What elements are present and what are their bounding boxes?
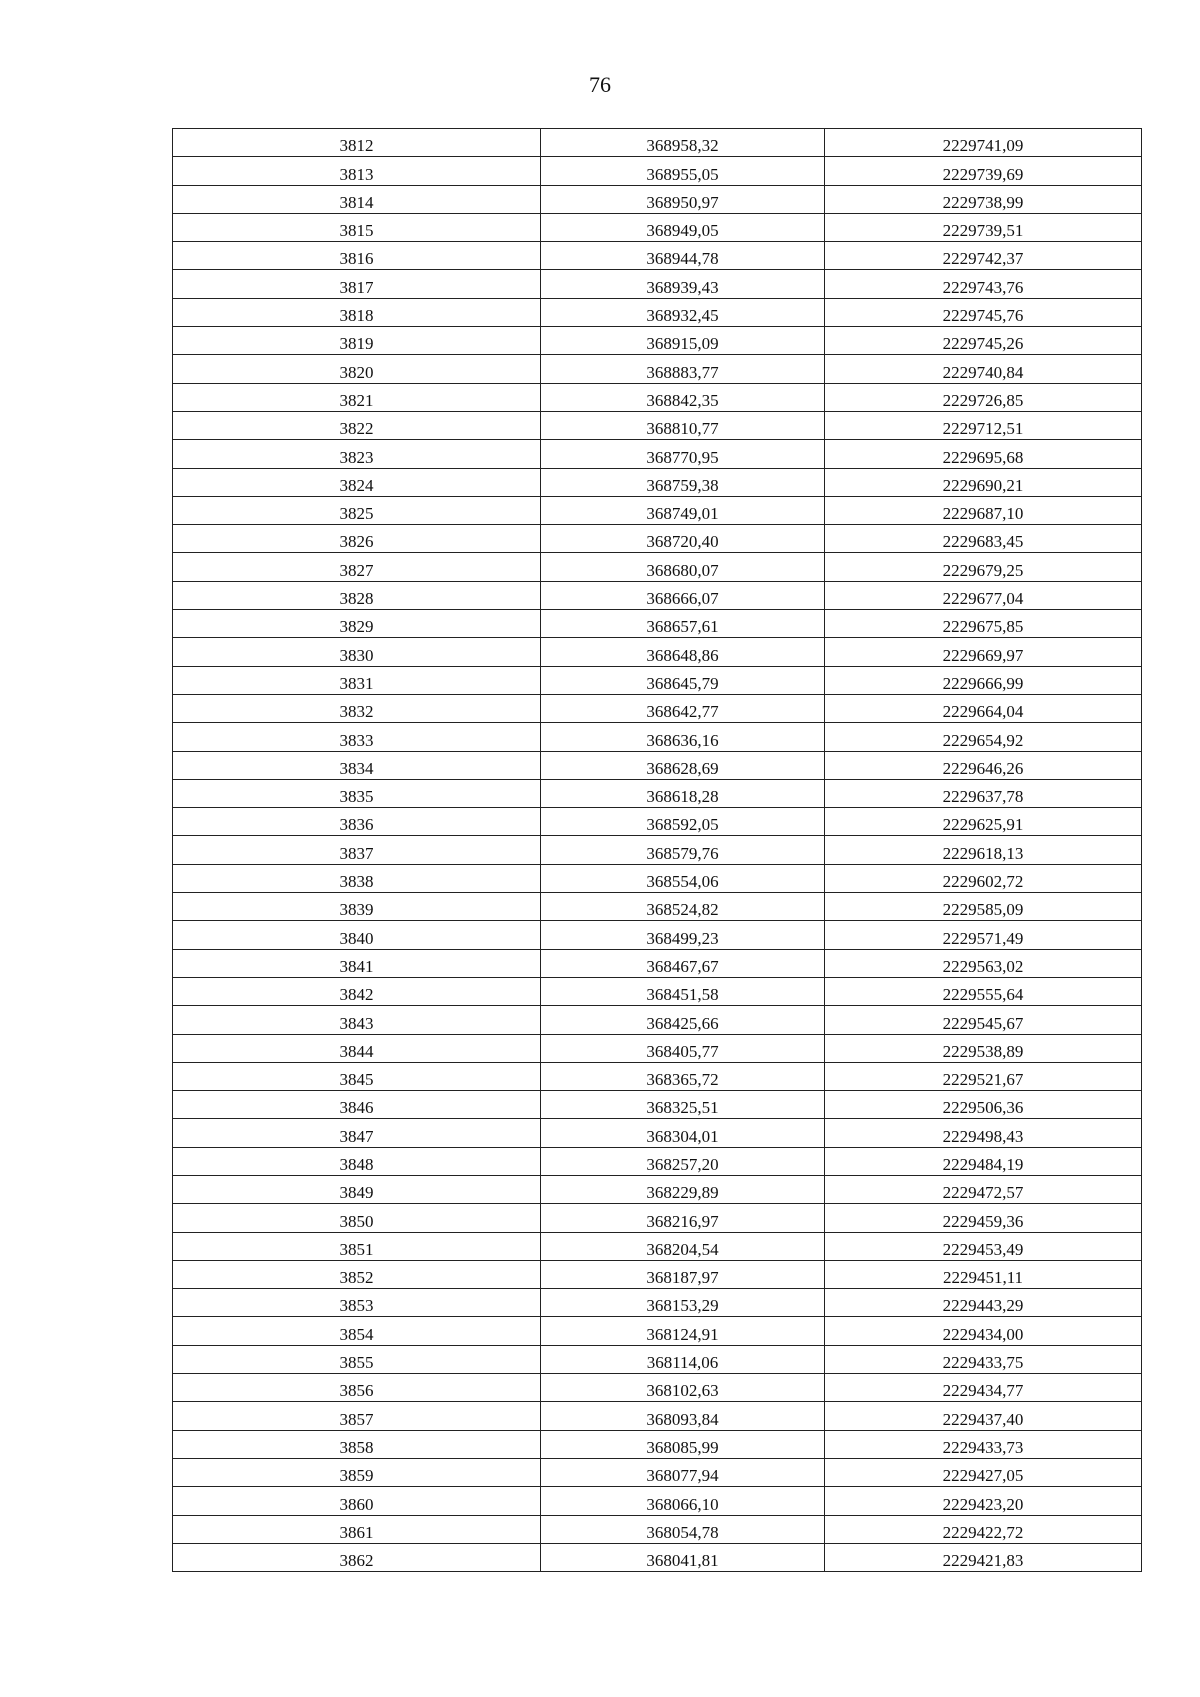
point-number-cell: 3838 [173,864,541,892]
y-coordinate-cell: 2229451,11 [825,1260,1142,1288]
y-coordinate-cell: 2229602,72 [825,864,1142,892]
x-coordinate-cell: 368093,84 [541,1402,825,1430]
y-coordinate-cell: 2229738,99 [825,185,1142,213]
y-coordinate-cell: 2229434,77 [825,1374,1142,1402]
x-coordinate-cell: 368425,66 [541,1006,825,1034]
point-number-cell: 3853 [173,1289,541,1317]
table-row [173,525,1142,553]
table-row [173,638,1142,666]
x-coordinate-cell: 368657,61 [541,610,825,638]
x-coordinate-cell: 368041,81 [541,1543,825,1571]
point-number-cell: 3836 [173,808,541,836]
point-number-cell: 3845 [173,1062,541,1090]
x-coordinate-cell: 368618,28 [541,779,825,807]
y-coordinate-cell: 2229571,49 [825,921,1142,949]
point-number-cell: 3850 [173,1204,541,1232]
point-number-cell: 3860 [173,1487,541,1515]
x-coordinate-cell: 368114,06 [541,1345,825,1373]
table-row [173,1175,1142,1203]
point-number-cell: 3813 [173,157,541,185]
table-row [173,1430,1142,1458]
point-number-cell: 3819 [173,327,541,355]
point-number-cell: 3821 [173,383,541,411]
point-number-cell: 3851 [173,1232,541,1260]
point-number-cell: 3849 [173,1175,541,1203]
table-row [173,411,1142,439]
y-coordinate-cell: 2229563,02 [825,949,1142,977]
x-coordinate-cell: 368499,23 [541,921,825,949]
point-number-cell: 3846 [173,1091,541,1119]
point-number-cell: 3856 [173,1374,541,1402]
table-row [173,157,1142,185]
point-number-cell: 3844 [173,1034,541,1062]
y-coordinate-cell: 2229743,76 [825,270,1142,298]
point-number-cell: 3827 [173,553,541,581]
table-row [173,327,1142,355]
table-row [173,270,1142,298]
table-row [173,666,1142,694]
y-coordinate-cell: 2229712,51 [825,411,1142,439]
point-number-cell: 3817 [173,270,541,298]
table-row [173,440,1142,468]
x-coordinate-cell: 368467,67 [541,949,825,977]
table-row [173,1091,1142,1119]
y-coordinate-cell: 2229498,43 [825,1119,1142,1147]
y-coordinate-cell: 2229422,72 [825,1515,1142,1543]
table-row [173,1289,1142,1317]
x-coordinate-cell: 368257,20 [541,1147,825,1175]
point-number-cell: 3824 [173,468,541,496]
table-row [173,977,1142,1005]
x-coordinate-cell: 368187,97 [541,1260,825,1288]
point-number-cell: 3833 [173,723,541,751]
table-row [173,1119,1142,1147]
y-coordinate-cell: 2229521,67 [825,1062,1142,1090]
y-coordinate-cell: 2229675,85 [825,610,1142,638]
x-coordinate-cell: 368842,35 [541,383,825,411]
y-coordinate-cell: 2229472,57 [825,1175,1142,1203]
table-row [173,242,1142,270]
x-coordinate-cell: 368749,01 [541,496,825,524]
point-number-cell: 3828 [173,581,541,609]
y-coordinate-cell: 2229433,73 [825,1430,1142,1458]
y-coordinate-cell: 2229434,00 [825,1317,1142,1345]
table-row [173,553,1142,581]
y-coordinate-cell: 2229437,40 [825,1402,1142,1430]
y-coordinate-cell: 2229664,04 [825,694,1142,722]
x-coordinate-cell: 368939,43 [541,270,825,298]
point-number-cell: 3829 [173,610,541,638]
table-row [173,383,1142,411]
point-number-cell: 3857 [173,1402,541,1430]
table-row [173,723,1142,751]
table-row [173,355,1142,383]
x-coordinate-cell: 368054,78 [541,1515,825,1543]
point-number-cell: 3855 [173,1345,541,1373]
point-number-cell: 3818 [173,298,541,326]
table-row [173,1062,1142,1090]
point-number-cell: 3835 [173,779,541,807]
point-number-cell: 3848 [173,1147,541,1175]
y-coordinate-cell: 2229453,49 [825,1232,1142,1260]
point-number-cell: 3837 [173,836,541,864]
y-coordinate-cell: 2229484,19 [825,1147,1142,1175]
x-coordinate-cell: 368451,58 [541,977,825,1005]
table-row [173,808,1142,836]
x-coordinate-cell: 368932,45 [541,298,825,326]
coordinates-table-body [173,129,1142,1572]
x-coordinate-cell: 368325,51 [541,1091,825,1119]
y-coordinate-cell: 2229654,92 [825,723,1142,751]
point-number-cell: 3812 [173,129,541,157]
y-coordinate-cell: 2229666,99 [825,666,1142,694]
table-row [173,1345,1142,1373]
point-number-cell: 3859 [173,1458,541,1486]
point-number-cell: 3862 [173,1543,541,1571]
y-coordinate-cell: 2229646,26 [825,751,1142,779]
table-row [173,1402,1142,1430]
table-row [173,1006,1142,1034]
point-number-cell: 3825 [173,496,541,524]
table-row [173,779,1142,807]
x-coordinate-cell: 368915,09 [541,327,825,355]
y-coordinate-cell: 2229433,75 [825,1345,1142,1373]
y-coordinate-cell: 2229726,85 [825,383,1142,411]
point-number-cell: 3843 [173,1006,541,1034]
y-coordinate-cell: 2229745,76 [825,298,1142,326]
table-row [173,893,1142,921]
y-coordinate-cell: 2229745,26 [825,327,1142,355]
y-coordinate-cell: 2229618,13 [825,836,1142,864]
point-number-cell: 3852 [173,1260,541,1288]
y-coordinate-cell: 2229679,25 [825,553,1142,581]
y-coordinate-cell: 2229677,04 [825,581,1142,609]
y-coordinate-cell: 2229695,68 [825,440,1142,468]
y-coordinate-cell: 2229423,20 [825,1487,1142,1515]
table-row [173,298,1142,326]
table-row [173,1260,1142,1288]
y-coordinate-cell: 2229739,51 [825,213,1142,241]
table-row [173,1543,1142,1571]
y-coordinate-cell: 2229459,36 [825,1204,1142,1232]
table-row [173,610,1142,638]
point-number-cell: 3840 [173,921,541,949]
table-row [173,129,1142,157]
y-coordinate-cell: 2229585,09 [825,893,1142,921]
point-number-cell: 3842 [173,977,541,1005]
y-coordinate-cell: 2229545,67 [825,1006,1142,1034]
table-row [173,1317,1142,1345]
y-coordinate-cell: 2229443,29 [825,1289,1142,1317]
point-number-cell: 3815 [173,213,541,241]
point-number-cell: 3831 [173,666,541,694]
point-number-cell: 3861 [173,1515,541,1543]
point-number-cell: 3823 [173,440,541,468]
table-row [173,751,1142,779]
x-coordinate-cell: 368666,07 [541,581,825,609]
y-coordinate-cell: 2229637,78 [825,779,1142,807]
x-coordinate-cell: 368949,05 [541,213,825,241]
table-row [173,1204,1142,1232]
point-number-cell: 3822 [173,411,541,439]
y-coordinate-cell: 2229506,36 [825,1091,1142,1119]
point-number-cell: 3832 [173,694,541,722]
x-coordinate-cell: 368810,77 [541,411,825,439]
x-coordinate-cell: 368405,77 [541,1034,825,1062]
x-coordinate-cell: 368770,95 [541,440,825,468]
table-row [173,836,1142,864]
y-coordinate-cell: 2229421,83 [825,1543,1142,1571]
x-coordinate-cell: 368642,77 [541,694,825,722]
x-coordinate-cell: 368579,76 [541,836,825,864]
point-number-cell: 3826 [173,525,541,553]
x-coordinate-cell: 368950,97 [541,185,825,213]
x-coordinate-cell: 368958,32 [541,129,825,157]
x-coordinate-cell: 368216,97 [541,1204,825,1232]
table-row [173,185,1142,213]
table-row [173,1487,1142,1515]
point-number-cell: 3816 [173,242,541,270]
table-row [173,496,1142,524]
y-coordinate-cell: 2229427,05 [825,1458,1142,1486]
x-coordinate-cell: 368944,78 [541,242,825,270]
point-number-cell: 3834 [173,751,541,779]
table-row [173,1458,1142,1486]
table-row [173,864,1142,892]
point-number-cell: 3858 [173,1430,541,1458]
x-coordinate-cell: 368524,82 [541,893,825,921]
point-number-cell: 3841 [173,949,541,977]
x-coordinate-cell: 368124,91 [541,1317,825,1345]
x-coordinate-cell: 368229,89 [541,1175,825,1203]
point-number-cell: 3839 [173,893,541,921]
y-coordinate-cell: 2229742,37 [825,242,1142,270]
x-coordinate-cell: 368066,10 [541,1487,825,1515]
x-coordinate-cell: 368645,79 [541,666,825,694]
x-coordinate-cell: 368153,29 [541,1289,825,1317]
point-number-cell: 3820 [173,355,541,383]
table-row [173,468,1142,496]
x-coordinate-cell: 368883,77 [541,355,825,383]
x-coordinate-cell: 368077,94 [541,1458,825,1486]
table-row [173,694,1142,722]
table-row [173,949,1142,977]
point-number-cell: 3814 [173,185,541,213]
table-row [173,1515,1142,1543]
y-coordinate-cell: 2229555,64 [825,977,1142,1005]
y-coordinate-cell: 2229683,45 [825,525,1142,553]
y-coordinate-cell: 2229669,97 [825,638,1142,666]
coordinates-table [172,128,1142,1572]
x-coordinate-cell: 368204,54 [541,1232,825,1260]
y-coordinate-cell: 2229739,69 [825,157,1142,185]
x-coordinate-cell: 368680,07 [541,553,825,581]
table-row [173,1147,1142,1175]
y-coordinate-cell: 2229740,84 [825,355,1142,383]
x-coordinate-cell: 368304,01 [541,1119,825,1147]
table-row [173,213,1142,241]
x-coordinate-cell: 368554,06 [541,864,825,892]
y-coordinate-cell: 2229687,10 [825,496,1142,524]
y-coordinate-cell: 2229538,89 [825,1034,1142,1062]
y-coordinate-cell: 2229741,09 [825,129,1142,157]
x-coordinate-cell: 368085,99 [541,1430,825,1458]
table-row [173,1034,1142,1062]
x-coordinate-cell: 368648,86 [541,638,825,666]
y-coordinate-cell: 2229690,21 [825,468,1142,496]
x-coordinate-cell: 368628,69 [541,751,825,779]
point-number-cell: 3854 [173,1317,541,1345]
x-coordinate-cell: 368592,05 [541,808,825,836]
y-coordinate-cell: 2229625,91 [825,808,1142,836]
x-coordinate-cell: 368102,63 [541,1374,825,1402]
x-coordinate-cell: 368636,16 [541,723,825,751]
point-number-cell: 3847 [173,1119,541,1147]
x-coordinate-cell: 368759,38 [541,468,825,496]
point-number-cell: 3830 [173,638,541,666]
table-row [173,921,1142,949]
x-coordinate-cell: 368955,05 [541,157,825,185]
table-row [173,581,1142,609]
table-row [173,1374,1142,1402]
x-coordinate-cell: 368720,40 [541,525,825,553]
x-coordinate-cell: 368365,72 [541,1062,825,1090]
page-number: 76 [589,72,611,97]
table-row [173,1232,1142,1260]
